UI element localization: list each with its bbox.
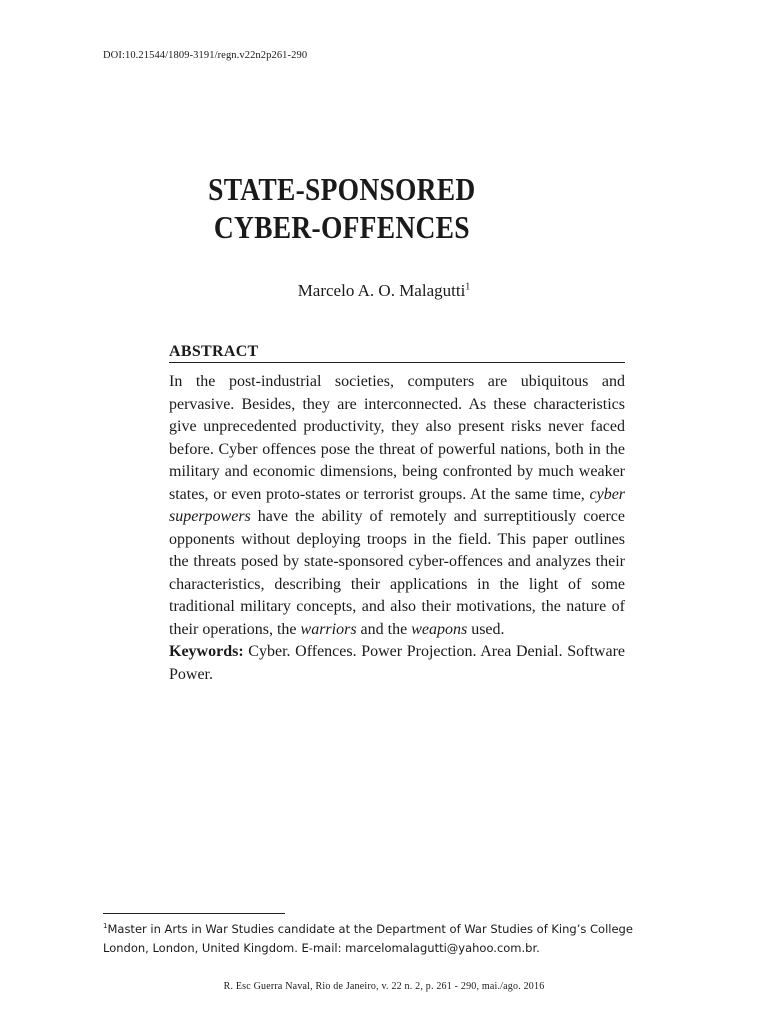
abstract-italic-weapons: weapons bbox=[411, 620, 468, 638]
author bbox=[0, 281, 768, 301]
author-footnote-marker[interactable]: 1 bbox=[465, 281, 471, 293]
abstract-heading: ABSTRACT bbox=[169, 343, 625, 363]
doi: DOI:10.21544/1809-3191/regn.v22n2p261-290 bbox=[103, 50, 308, 61]
footnote-rule bbox=[103, 913, 285, 914]
paper-title bbox=[0, 170, 684, 246]
keywords-label: Keywords: bbox=[169, 643, 244, 660]
abstract-text-part3: and the bbox=[360, 620, 408, 638]
journal-footer: R. Esc Guerra Naval, Rio de Janeiro, v. 22 n. 2, p. 261 - 290, mai./ago. 2016 bbox=[223, 981, 545, 992]
abstract-text-part1: In the post-industrial societies, computers are ubiquitous and pervasive. Besides, they are interconnected. As these characteristics give unprecedented productivity, they also present risks never faced before. Cyber offences pose the threat of powerful nations, both in the military and economic dimensions, being confronted by much weaker states, or even proto-states or terrorist groups. At the same time, bbox=[169, 373, 625, 503]
footnote-marker: 1 bbox=[103, 922, 108, 930]
footnote-text: Master in Arts in War Studies candidate at the Department of War Studies of King’s College London, London, United Kingdom. E-mail: marcelomalagutti@yahoo.com.br. bbox=[103, 921, 633, 955]
abstract-text-part4: used. bbox=[471, 620, 505, 638]
abstract-body bbox=[169, 371, 625, 686]
paper-title-line2: CYBER-OFFENCES bbox=[213, 209, 470, 245]
abstract-text bbox=[169, 371, 625, 641]
abstract-italic-warriors: warriors bbox=[300, 620, 357, 638]
abstract-text-part2: have the ability of remotely and surreptitiously coerce opponents without deploying troops in the field. This paper outlines the threats posed by state-sponsored cyber-offences and analyzes their characteristics, describing their applications in the light of some traditional military concepts, and also their motivations, the nature of their operations, the bbox=[169, 508, 625, 638]
author-name: Marcelo A. O. Malagutti bbox=[297, 281, 466, 300]
keywords bbox=[169, 641, 625, 686]
paper-title-line1: STATE-SPONSORED bbox=[208, 171, 476, 207]
abstract-italic-cyber-superpowers: cyber superpowers bbox=[169, 485, 626, 525]
footnote bbox=[103, 917, 663, 958]
keywords-list: Cyber. Offences. Power Projection. Area Denial. Software Power. bbox=[169, 643, 626, 683]
